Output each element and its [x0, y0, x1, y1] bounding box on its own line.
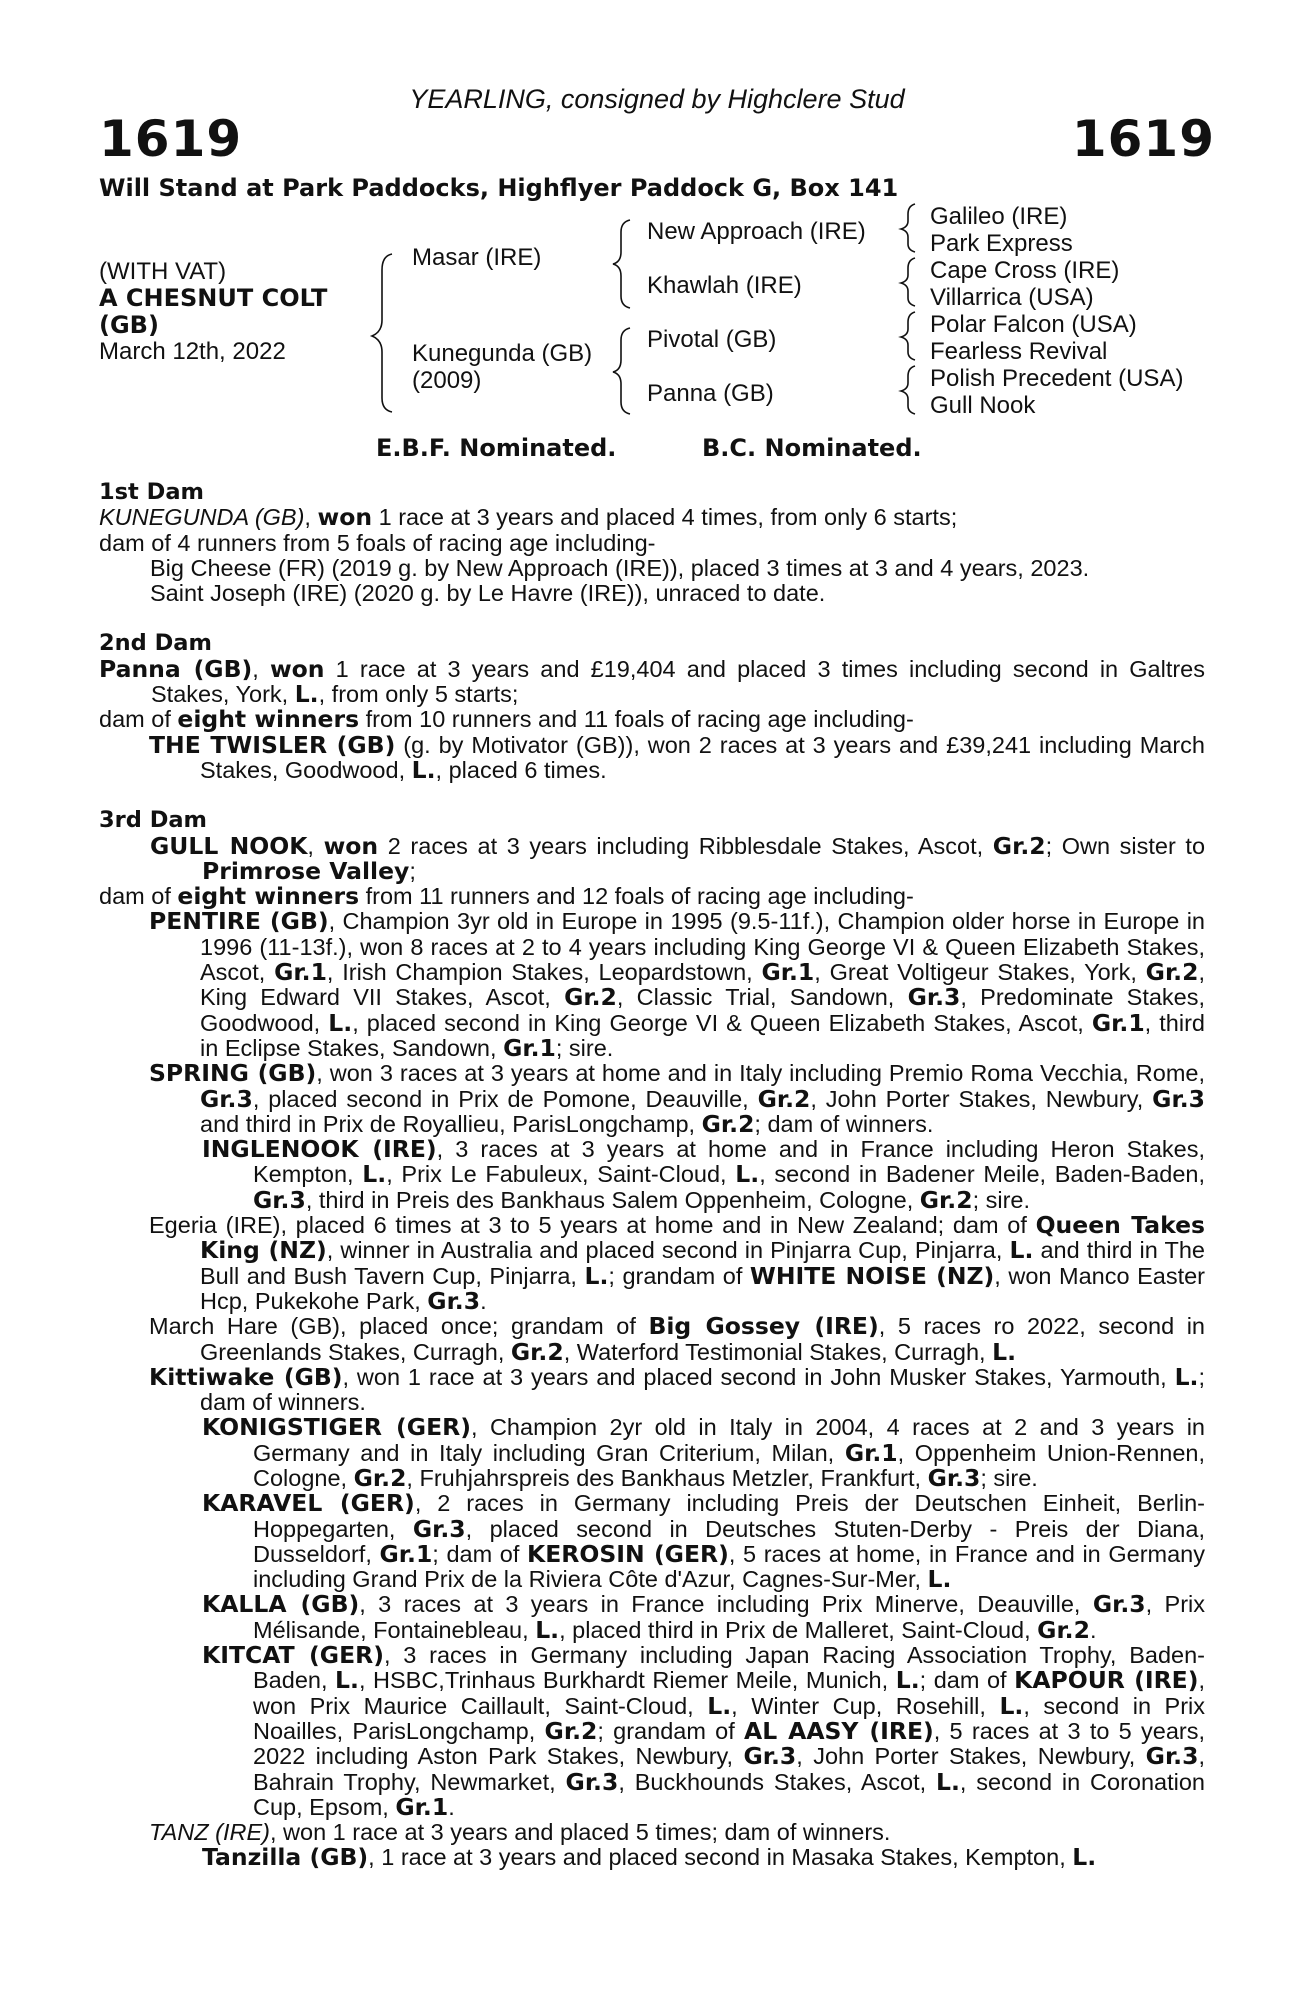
lot-number-right: 1619 — [1071, 110, 1215, 168]
consignor-line: YEARLING, consigned by Highclere Stud — [409, 84, 905, 114]
horse-country: (GB) — [99, 311, 159, 339]
first-dam-section — [99, 480, 1205, 606]
dam-name: KUNEGUNDA (GB) — [99, 504, 305, 531]
ancestor-1: Galileo (IRE) — [930, 203, 1068, 230]
produce-entry: Tanzilla (GB), 1 race at 3 years and placed second in Masaka Stakes, Kempton, L. — [202, 1843, 1097, 1872]
produce-entry: PENTIRE (GB), Champion 3yr old in Europe in 1995 (9.5-11f.), Champion older horse in Europe in 1996 (11-13f.), won 8 races at 2 to 4 years including King George VI & Queen Elizabeth Stakes, Ascot, Gr.1, Irish Champion Stakes, Leopardstown, Gr.1, Great Voltigeur Stakes, York, Gr.2, King Edward VII Stakes, Ascot, Gr.2, Classic Trial, Sandown, Gr.3, Predominate Stakes, Goodwood, L., placed second in King George VI & Queen Elizabeth Stakes, Ascot, Gr.1, third in Eclipse Stakes, Sandown, Gr.1; sire. — [149, 907, 1206, 1062]
second-dam-produce-summary: dam of eight winners from 10 runners and 11 foals of racing age including- — [99, 705, 914, 734]
second-dam-section — [99, 631, 1205, 783]
ancestor-4: Villarrica (USA) — [930, 284, 1094, 311]
horse-name: A CHESNUT COLT — [99, 284, 328, 312]
vat-note: (WITH VAT) — [99, 258, 227, 285]
produce-entry: KITCAT (GER), 3 races in Germany including Japan Racing Association Trophy, Baden-Baden, L., HSBC,Trinhaus Burkhardt Riemer Meile, Munich, L.; dam of KAPOUR (IRE), won Prix Maurice Caillault, Saint-Cloud, L., Winter Cup, Rosehill, L., second in Prix Noailles, ParisLongchamp, Gr.2; grandam of AL AASY (IRE), 5 races at 3 to 5 years, 2022 including Aston Park Stakes, Newbury, Gr.3, John Porter Stakes, Newbury, Gr.3, Bahrain Trophy, Newmarket, Gr.3, Buckhounds Stakes, Ascot, L., second in Coronation Cup, Epsom, Gr.1. — [202, 1641, 1206, 1821]
sire-sire: New Approach (IRE) — [647, 218, 866, 245]
ebf-nomination: E.B.F. Nominated. — [376, 434, 617, 462]
third-dam-heading: 3rd Dam — [99, 807, 207, 834]
ancestor-7: Polish Precedent (USA) — [930, 365, 1184, 392]
ancestor-6: Fearless Revival — [930, 338, 1108, 365]
produce-entry: Kittiwake (GB), won 1 race at 3 years and placed second in John Musker Stakes, Yarmouth, L.; dam of winners. — [149, 1362, 1205, 1416]
third-dam-section — [99, 808, 1205, 1870]
dam-sire: Pivotal (GB) — [647, 326, 777, 353]
produce-entry: KONIGSTIGER (GER), Champion 2yr old in Italy in 2004, 4 races at 2 and 3 years in Germany and in Italy including Gran Criterium, Milan, Gr.1, Oppenheim Union-Rennen, Cologne, Gr.2, Fruhjahrspreis des Bankhaus Metzler, Frankfurt, Gr.3; sire. — [202, 1413, 1206, 1492]
ancestor-2: Park Express — [930, 230, 1073, 257]
produce-entry: INGLENOOK (IRE), 3 races at 3 years at home and in France including Heron Stakes, Kempton, L., Prix Le Fabuleux, Saint-Cloud, L., second in Badener Meile, Baden-Baden, Gr.3, third in Preis des Bankhaus Salem Oppenheim, Cologne, Gr.2; sire. — [202, 1135, 1206, 1214]
produce-entry: TANZ (IRE), won 1 race at 3 years and placed 5 times; dam of winners. — [149, 1819, 891, 1846]
produce-entry: March Hare (GB), placed once; grandam of Big Gossey (IRE), 5 races ro 2022, second in Greenlands Stakes, Curragh, Gr.2, Waterford Testimonial Stakes, Curragh, L. — [149, 1312, 1205, 1366]
produce-entry: Big Cheese (FR) (2019 g. by New Approach (IRE)), placed 3 times at 3 and 4 years, 2023. — [150, 554, 1090, 581]
produce-entry: THE TWISLER (GB) (g. by Motivator (GB)), won 2 races at 3 years and £39,241 including March Stakes, Goodwood, L., placed 6 times. — [149, 730, 1206, 784]
stabling-location: Will Stand at Park Paddocks, Highflyer Paddock G, Box 141 — [99, 174, 899, 202]
foaling-date: March 12th, 2022 — [99, 338, 286, 365]
ancestor-8: Gull Nook — [930, 392, 1036, 419]
produce-entry: SPRING (GB), won 3 races at 3 years at home and in Italy including Premio Roma Vecchia, Rome, Gr.3, placed second in Prix de Pomone, Deauville, Gr.2, John Porter Stakes, Newbury, Gr.3 and third in Prix de Royallieu, ParisLongchamp, Gr.2; dam of winners. — [149, 1059, 1205, 1138]
first-dam-heading: 1st Dam — [99, 479, 204, 505]
third-dam-record: GULL NOOK, won 2 races at 3 years including Ribblesdale Stakes, Ascot, Gr.2; Own sister to Primrose Valley; — [150, 831, 1206, 885]
produce-entry: Saint Joseph (IRE) (2020 g. by Le Havre (IRE)), unraced to date. — [150, 580, 826, 607]
third-dam-produce-summary: dam of eight winners from 11 runners and 12 foals of racing age including- — [99, 882, 914, 911]
second-dam-record: Panna (GB), won 1 race at 3 years and £19,404 and placed 3 times including second in Galtres Stakes, York, L., from only 5 starts; — [99, 654, 1205, 709]
produce-entry: Egeria (IRE), placed 6 times at 3 to 5 years at home and in New Zealand; dam of Queen Takes King (NZ), winner in Australia and placed second in Pinjarra Cup, Pinjarra, L. and third in The Bull and Bush Tavern Cup, Pinjarra, L.; grandam of WHITE NOISE (NZ), won Manco Easter Hcp, Pukekohe Park, Gr.3. — [149, 1211, 1206, 1315]
ancestor-5: Polar Falcon (USA) — [930, 311, 1137, 338]
sire: Masar (IRE) — [412, 244, 542, 271]
sire-dam: Khawlah (IRE) — [647, 272, 802, 299]
dam-dam: Panna (GB) — [647, 380, 774, 407]
catalogue-notes — [99, 480, 1205, 1896]
produce-entry: KARAVEL (GER), 2 races in Germany including Preis der Deutschen Einheit, Berlin-Hoppegarten, Gr.3, placed second in Deutsches Stuten-Derby - Preis der Diana, Dusseldorf, Gr.1; dam of KEROSIN (GER), 5 races at home, in France and in Germany including Grand Prix de la Riviera Côte d'Azur, Cagnes-Sur-Mer, L. — [202, 1489, 1206, 1594]
produce-entry: KALLA (GB), 3 races at 3 years in France including Prix Minerve, Deauville, Gr.3, Prix Mélisande, Fontainebleau, L., placed third in Prix de Malleret, Saint-Cloud, Gr.2. — [202, 1590, 1205, 1644]
bc-nomination: B.C. Nominated. — [702, 434, 922, 462]
first-dam-produce-summary: dam of 4 runners from 5 foals of racing age including- — [99, 529, 656, 556]
ancestor-3: Cape Cross (IRE) — [930, 257, 1120, 284]
second-dam-heading: 2nd Dam — [99, 630, 212, 657]
first-dam-record: KUNEGUNDA (GB), won 1 race at 3 years and placed 4 times, from only 6 starts; — [99, 503, 958, 532]
dam: Kunegunda (GB) — [412, 340, 593, 367]
dam-foaling-year: (2009) — [412, 367, 482, 394]
lot-number-left: 1619 — [99, 110, 243, 168]
